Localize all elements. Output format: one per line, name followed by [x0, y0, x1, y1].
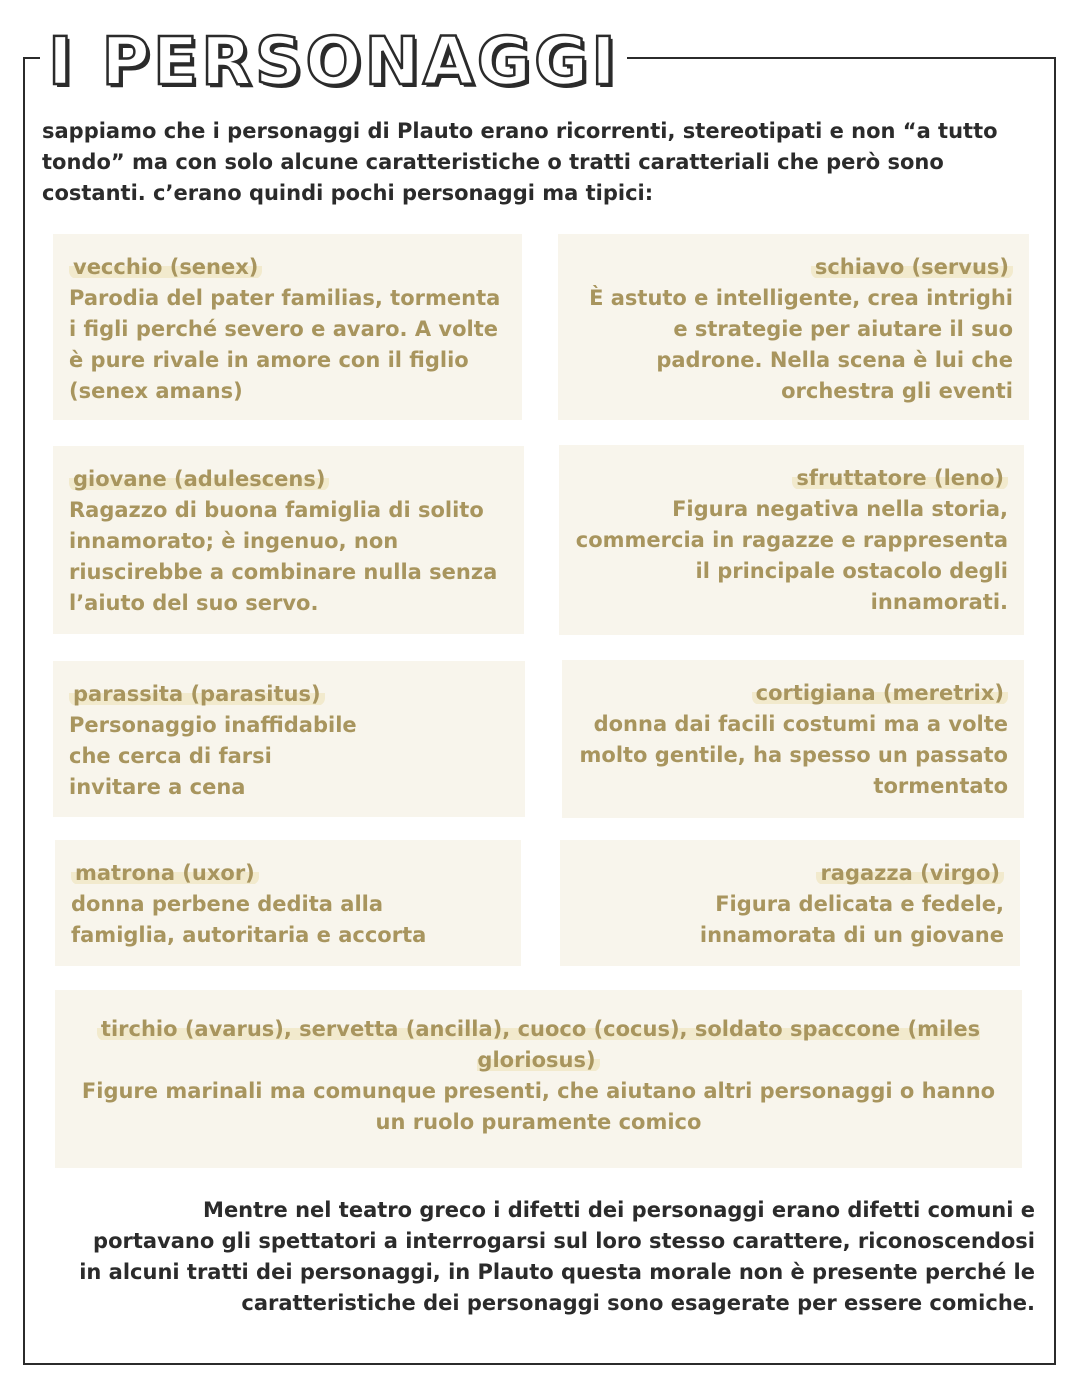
character-card-leno — [559, 445, 1024, 635]
character-card-virgo — [560, 840, 1020, 966]
character-description: Ragazzo di buona famiglia di solito innamorato; è ingenuo, non riuscirebbe a combinare nulla senza l’aiuto del suo servo. — [69, 498, 498, 615]
character-name: cortigiana (meretrix) — [752, 681, 1008, 705]
minor-characters-names: tirchio (avarus), servetta (ancilla), cuoco (cocus), soldato spaccone (miles gloriosus) — [97, 1017, 980, 1072]
character-description: Figura delicata e fedele, innamorata di un giovane — [699, 892, 1004, 947]
character-name: ragazza (virgo) — [816, 861, 1004, 885]
character-description: Parodia del pater familias, tormenta i figli perché severo e avaro. A volte è pure rivale in amore con il figlio (senex amans) — [69, 286, 501, 403]
character-card-meretrix — [562, 660, 1024, 818]
character-card-senex — [53, 234, 522, 420]
character-description: donna dai facili costumi ma a volte molto gentile, ha spesso un passato tormentato — [579, 712, 1008, 798]
character-name: sfruttatore (leno) — [792, 466, 1008, 490]
character-name: parassita (parasitus) — [69, 682, 325, 706]
intro-paragraph: sappiamo che i personaggi di Plauto erano ricorrenti, stereotipati e non “a tutto tondo” ma con solo alcune caratteristiche o tratti caratteriali che però sono costanti. c’erano quindi pochi personaggi ma tipici: — [42, 119, 998, 205]
page-title: I PERSONAGGI — [40, 20, 627, 104]
character-description: donna perbene dedita alla famiglia, autoritaria e accorta — [71, 892, 427, 947]
character-card-adulescens — [53, 446, 524, 634]
character-card-servus — [558, 234, 1029, 420]
character-name: giovane (adulescens) — [69, 467, 329, 491]
character-description: Figura negativa nella storia, commercia in ragazze e rappresenta il principale ostacolo degli innamorati. — [575, 497, 1008, 614]
character-description: È astuto e intelligente, crea intrighi e strategie per aiutare il suo padrone. Nella scena è lui che orchestra gli eventi — [589, 286, 1013, 403]
character-card-parasitus — [53, 661, 525, 817]
closing-paragraph: Mentre nel teatro greco i difetti dei personaggi erano difetti comuni e portavano gli spettatori a interrogarsi sul loro stesso carattere, riconoscendosi in alcuni tratti dei personaggi, in Plauto questa morale non è presente perché le caratteristiche dei personaggi sono esagerate per essere comiche. — [79, 1198, 1035, 1315]
character-name: matrona (uxor) — [71, 861, 259, 885]
character-description: Personaggio inaffidabile che cerca di farsi invitare a cena — [69, 713, 357, 799]
minor-characters-card — [55, 990, 1022, 1168]
character-name: schiavo (servus) — [811, 255, 1013, 279]
minor-characters-description: Figure marinali ma comunque presenti, che aiutano altri personaggi o hanno un ruolo puramente comico — [81, 1079, 996, 1134]
character-card-uxor — [55, 840, 521, 966]
character-name: vecchio (senex) — [69, 255, 262, 279]
